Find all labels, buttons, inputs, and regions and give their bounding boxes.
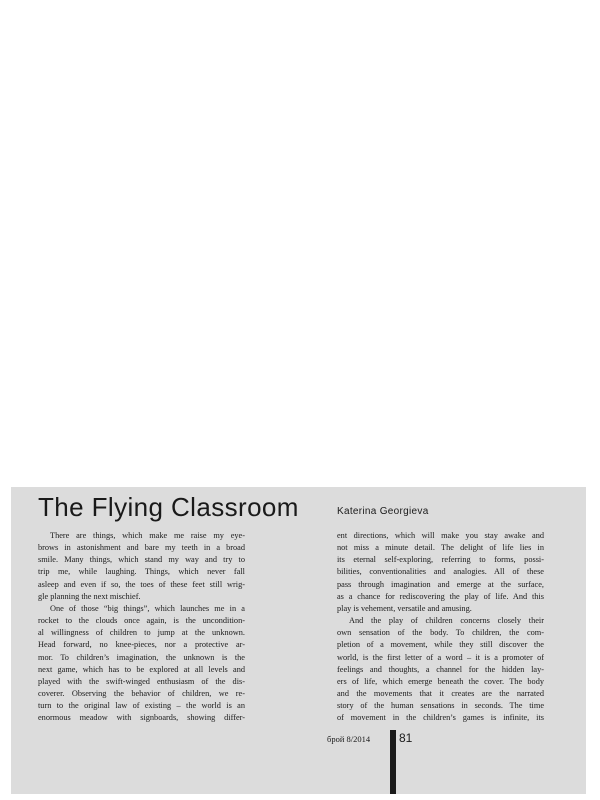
text-line: coverer. Observing the behavior of children, we re- [38,689,245,699]
text-line: feelings and thoughts, a channel for the hidden lay- [337,664,544,674]
text-line: and the movements that it creates are the narrated [337,689,544,699]
page-marker-bar [390,730,396,794]
text-line: bilities, conventionalities and analogies. All of these [337,567,544,577]
text-line: al willingness of children to jump at the unknown. [38,628,245,638]
text-line: as a chance for rediscovering the play of life. And this [337,591,544,601]
text-line: trip me, while laughing. Things, which never fall [38,567,245,577]
text-line: One of those “big things”, which launches me in a [50,603,245,613]
text-line: ent directions, which will make you stay awake and [337,531,544,540]
text-line: rocket to the clouds once again, is the uncondition- [38,616,245,626]
text-line: enormous meadow with signboards, showing differ- [38,713,245,723]
text-line: pletion of a movement, while they still discover the [337,640,544,650]
text-line: There are things, which make me raise my eye- [50,531,245,540]
text-line: asleep and even if so, the toes of these feet still wrig- [38,579,245,589]
text-line: ers of life, which emerge beneath the cover. The body [337,676,544,686]
page-number: 81 [399,731,413,745]
article-author: Katerina Georgieva [337,506,429,517]
text-line: turn to the original law of existing – the world is an [38,701,245,711]
article-title: The Flying Classroom [38,492,299,522]
text-column-left [38,530,245,725]
text-column-right [337,530,544,725]
text-line: of movement in the children’s games is infinite, its [337,713,544,723]
text-line: story of the human sensations in seconds. The time [337,701,544,711]
text-line: Head forward, no knee-pieces, nor a protective ar- [38,640,245,650]
text-line: smile. Many things, which stand my way and try to [38,555,245,565]
text-line: not miss a minute detail. The delight of life lies in [337,543,544,553]
text-line: play is vehement, versatile and amusing. [337,603,472,613]
text-line: gle planning the next mischief. [38,591,141,601]
text-line: brows in astonishment and bare my teeth in a broad [38,543,245,553]
issue-label: брой 8/2014 [327,734,371,744]
text-line: own sensation of the body. To children, the com- [337,628,544,638]
text-line: mor. To children’s imagination, the unknown is the [38,652,245,662]
text-line: And the play of children concerns closely their [349,616,544,626]
text-line: pass through imagination and emerge at the surface, [337,579,544,589]
text-line: its eternal self-exploring, referring to forms, possi- [337,555,544,565]
text-line: next game, which has to be explored at all levels and [38,664,245,674]
text-line: world, is the first letter of a word – it is a promoter of [337,652,544,662]
text-line: played with the swift-winged enthusiasm of the dis- [38,676,245,686]
